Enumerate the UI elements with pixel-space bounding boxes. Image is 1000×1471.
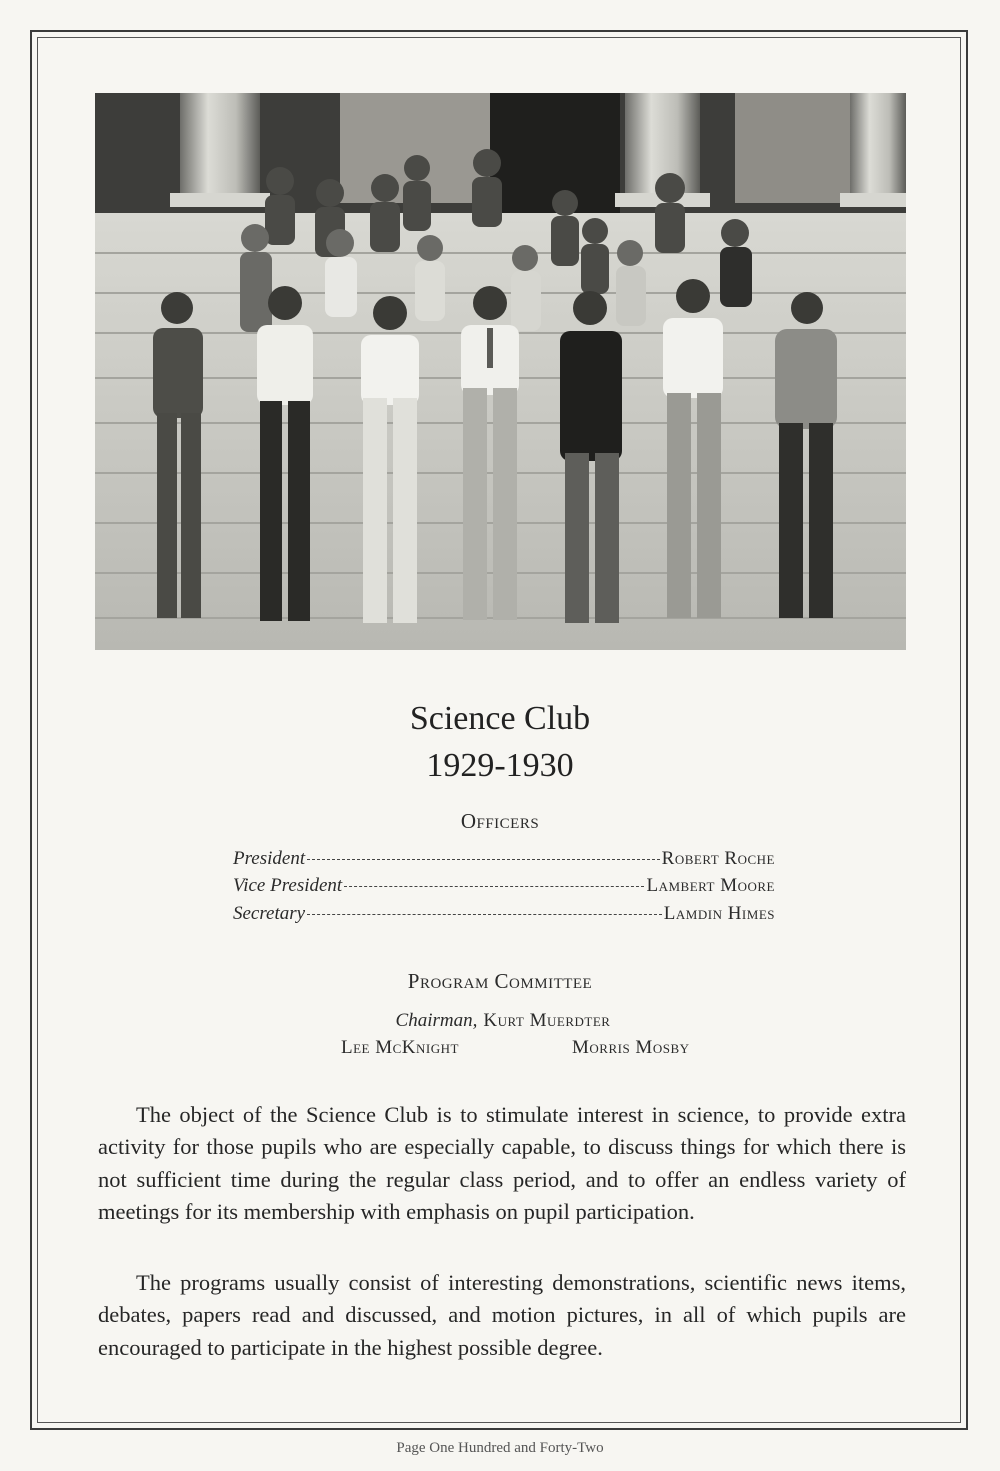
officer-name: Lambert Moore — [646, 875, 775, 896]
officer-name: Lamdin Himes — [663, 903, 775, 924]
officer-row-president — [233, 848, 775, 874]
officer-role: President — [233, 848, 306, 869]
program-committee-heading: Program Committee — [407, 969, 593, 993]
body-paragraph: The programs usually consist of interesting demonstrations, scientific news items, debates, papers read and discussed, and motion pictures, in all of which pupils are encouraged to participate in the highest possible degree. — [98, 1270, 906, 1360]
officer-role: Vice President — [233, 875, 343, 896]
chair-name: Kurt Muerdter — [483, 1010, 611, 1031]
leader-line — [307, 859, 660, 860]
page-number: Page One Hundred and Forty-Two — [396, 1440, 604, 1456]
chair-label: Chairman, — [395, 1010, 478, 1031]
committee-member: Lee McKnight — [341, 1037, 459, 1058]
officer-row-vice-president — [233, 875, 775, 901]
officer-name: Robert Roche — [661, 848, 775, 869]
club-title: Science Club — [409, 700, 591, 737]
committee-member: Morris Mosby — [572, 1037, 690, 1058]
leader-line — [307, 914, 662, 915]
committee-chair-line — [0, 1009, 1000, 1032]
body-paragraph: The object of the Science Club is to stimulate interest in science, to provide extra activity for those pupils who are especially capable, to discuss things for which there is not sufficient time during the regular class period, and to offer an endless variety of meetings for its membership with emphasis on pupil participation. — [98, 1102, 906, 1225]
officers-heading: Officers — [460, 809, 540, 833]
leader-line — [344, 886, 644, 887]
officer-role: Secretary — [233, 903, 306, 924]
officer-row-secretary — [233, 903, 775, 929]
group-photo — [95, 93, 906, 650]
club-years: 1929-1930 — [426, 747, 574, 784]
